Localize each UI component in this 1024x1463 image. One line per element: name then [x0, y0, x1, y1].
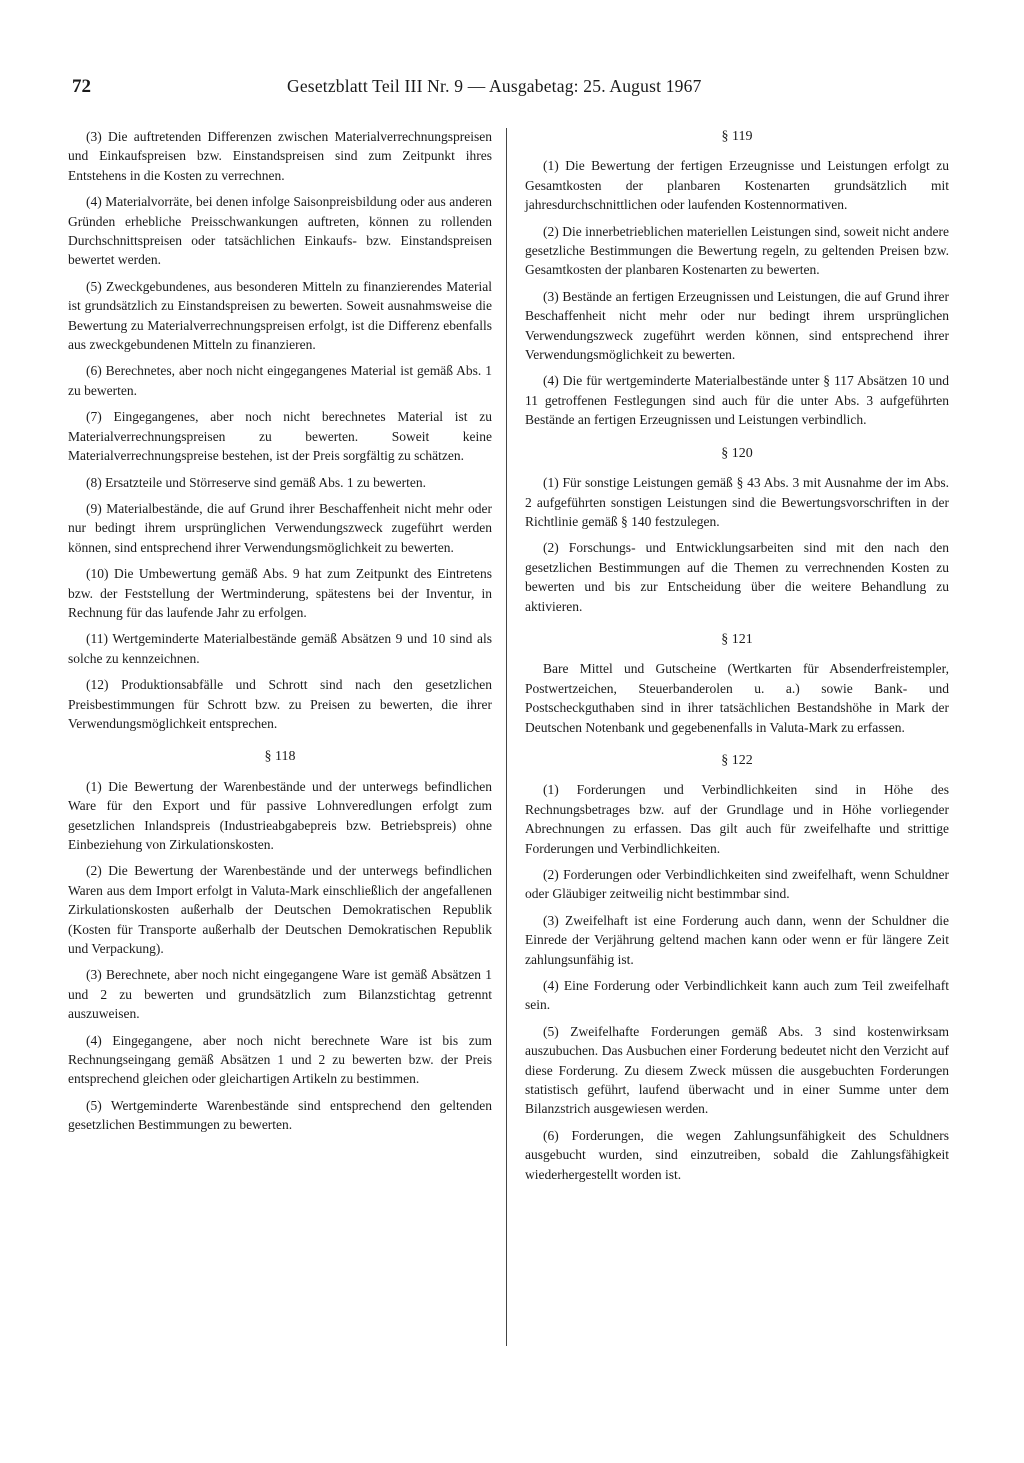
- section-heading-122: § 122: [721, 752, 753, 768]
- paragraph: (3) Berechnete, aber noch nicht eingegangene Ware ist gemäß Absätzen 1 und 2 zu bewerten und grundsätzlich zum Bilanzstichtag getrennt auszuweisen.: [68, 967, 492, 1022]
- paragraph: (5) Wertgeminderte Warenbestände sind entsprechend den geltenden gesetzlichen Bestimmungen zu bewerten.: [68, 1097, 492, 1133]
- right-column: [525, 127, 949, 1191]
- left-column: [68, 127, 492, 1142]
- paragraph: (11) Wertgeminderte Materialbestände gemäß Absätzen 9 und 10 sind als solche zu kennzeichnen.: [68, 631, 492, 666]
- paragraph: (3) Bestände an fertigen Erzeugnissen und Leistungen, die auf Grund ihrer Beschaffenheit nicht mehr oder nur bedingt ihrem ursprünglichen Verwendungszweck zugeführt werden können, sind entsprechend ihrer Verwendungsmöglichkeit zu bewerten.: [525, 288, 949, 363]
- paragraph: (1) Die Bewertung der Warenbestände und der unterwegs befindlichen Ware für den Export und für passive Lohnveredlungen erfolgt zum gesetzlichen Inlandspreis (Industrieabgabepreis bzw. Betriebspreis) ohne Einbeziehung von Zirkulationskosten.: [68, 778, 492, 852]
- page-number: 72: [72, 76, 91, 97]
- page-header: [72, 76, 772, 104]
- paragraph: (2) Forschungs- und Entwicklungsarbeiten sind mit den nach den gesetzlichen Bestimmungen auf die Themen zu verrechnenden Kosten zu bewerten und bis zur Entscheidung über die weitere Behandlung zu aktivieren.: [525, 540, 949, 614]
- paragraph: (1) Forderungen und Verbindlichkeiten sind in Höhe des Rechnungsbetrages bzw. auf der Grundlage und in Höhe vorliegender Abrechnungen zu erfassen. Das gilt auch für zweifelhafte und strittige Forderungen und Verbindlichkeiten.: [525, 782, 949, 856]
- section-heading-118: § 118: [264, 749, 296, 765]
- paragraph: (2) Die Bewertung der Warenbestände und der unterwegs befindlichen Waren aus dem Import erfolgt in Valuta-Mark einschließlich der angefallenen Zirkulationskosten außerhalb der Deutschen Demokratischen Republik (Kosten für Transporte außerhalb der Deutschen Demokratischen Republik und Verpackung).: [68, 863, 492, 957]
- paragraph: (9) Materialbestände, die auf Grund ihrer Beschaffenheit nicht mehr oder nur bedingt ihrem ursprünglichen Verwendungszweck zugeführt werden können, sind entsprechend ihrer Verwendungsmöglichkeit zu bewerten.: [68, 500, 492, 555]
- paragraph: (2) Forderungen oder Verbindlichkeiten sind zweifelhaft, wenn Schuldner oder Gläubiger zeitweilig nicht bestimmbar sind.: [525, 867, 949, 902]
- paragraph: (2) Die innerbetrieblichen materiellen Leistungen sind, soweit nicht andere gesetzliche Bestimmungen die Bewertung regeln, zu geltenden Preisen bzw. Gesamtkosten der planbaren Kostenarten zu bewerten.: [525, 223, 949, 278]
- paragraph: Bare Mittel und Gutscheine (Wertkarten für Absenderfreistempler, Postwertzeichen, Steuerbanderolen u. a.) sowie Bank- und Postscheckguthaben sind in ihrer tatsächlichen Bestandshöhe in Mark der Deutschen Notenbank und gegebenenfalls in Valuta-Mark zu erfassen.: [525, 661, 949, 735]
- paragraph: (4) Eingegangene, aber noch nicht berechnete Ware ist bis zum Rechnungseingang gemäß Absätzen 1 und 2 zu bewerten bzw. der Preis entsprechend gleichen oder gleichartigen Artikeln zu bestimmen.: [68, 1032, 492, 1087]
- paragraph: (10) Die Umbewertung gemäß Abs. 9 hat zum Zeitpunkt des Eintretens bzw. der Feststellung der Wertminderung, spätestens bei der Inventur, in Rechnung für das laufende Jahr zu erfolgen.: [68, 566, 492, 620]
- section-heading-119: § 119: [721, 129, 753, 144]
- paragraph: (1) Die Bewertung der fertigen Erzeugnisse und Leistungen erfolgt zu Gesamtkosten der planbaren Kostenarten grundsätzlich mit jahresdurchschnittlichen oder laufenden Kostennormativen.: [525, 158, 949, 213]
- paragraph: (5) Zweckgebundenes, aus besonderen Mitteln zu finanzierendes Material ist grundsätzlich zu Einstandspreisen zu bewerten. Soweit ausnahmsweise die Bewertung zu Materialverrechnungspreisen erfolgt, ist die Differenz ebenfalls aus zweckgebundenen Mitteln zu finanzieren.: [68, 278, 492, 353]
- paragraph: (1) Für sonstige Leistungen gemäß § 43 Abs. 3 mit Ausnahme der im Abs. 2 aufgeführten sonstigen Leistungen sind die Bewertungsvorschriften in der Richtlinie gemäß § 140 festzulegen.: [525, 475, 949, 529]
- paragraph: (3) Zweifelhaft ist eine Forderung auch dann, wenn der Schuldner die Einrede der Verjährung geltend machen kann oder wenn er für längere Zeit zahlungsunfähig ist.: [525, 912, 949, 967]
- section-heading-120: § 120: [721, 445, 753, 461]
- paragraph: (6) Forderungen, die wegen Zahlungsunfähigkeit des Schuldners ausgebucht wurden, sind einzutreiben, sobald die Zahlungsfähigkeit wiederhergestellt worden ist.: [525, 1127, 949, 1182]
- paragraph: (5) Zweifelhafte Forderungen gemäß Abs. 3 sind kostenwirksam auszubuchen. Das Ausbuchen einer Forderung bedeutet nicht den Verzicht auf diese Forderung. Zu diesem Zweck müssen die ausgebuchten Forderungen statistisch geführt, laufend überwacht und in einer Summe unter dem Bilanzstrich ausgewiesen werden.: [525, 1023, 949, 1117]
- paragraph: (6) Berechnetes, aber noch nicht eingegangenes Material ist gemäß Abs. 1 zu bewerten.: [68, 363, 492, 398]
- paragraph: (3) Die auftretenden Differenzen zwischen Materialverrechnungspreisen und Einkaufspreisen bzw. Einstandspreisen sind zum Zeitpunkt ihres Entstehens in die Kosten zu verrechnen.: [68, 129, 492, 183]
- running-title: Gesetzblatt Teil III Nr. 9 — Ausgabetag: 25. August 1967: [287, 76, 702, 96]
- paragraph: (7) Eingegangenes, aber noch nicht berechnetes Material ist zu Materialverrechnungspreisen zu bewerten. Soweit keine Materialverrechnungspreise bestehen, ist der Preis sorgfältig zu schätzen.: [68, 409, 492, 464]
- section-heading-121: § 121: [721, 631, 753, 647]
- paragraph: (4) Die für wertgeminderte Materialbestände unter § 117 Absätzen 10 und 11 getroffenen Festlegungen sind auch für die unter Abs. 3 aufgeführten Bestände an fertigen Erzeugnissen und Leistungen verbindlich.: [525, 373, 949, 428]
- paragraph: (8) Ersatzteile und Störreserve sind gemäß Abs. 1 zu bewerten.: [86, 474, 427, 490]
- paragraph: (4) Eine Forderung oder Verbindlichkeit kann auch zum Teil zweifelhaft sein.: [525, 978, 949, 1013]
- paragraph: (4) Materialvorräte, bei denen infolge Saisonpreisbildung oder aus anderen Gründen erhebliche Preisschwankungen auftreten, können zu rollenden Durchschnittspreisen oder tatsächlichen Einkaufs- bzw. Einstandspreisen bewertet werden.: [68, 194, 492, 268]
- column-divider: [506, 128, 507, 1346]
- paragraph: (12) Produktionsabfälle und Schrott sind nach den gesetzlichen Preisbestimmungen für Schrott bzw. zu Preisen zu bewerten, die ihrer Verwendungsmöglichkeit entsprechen.: [68, 677, 492, 731]
